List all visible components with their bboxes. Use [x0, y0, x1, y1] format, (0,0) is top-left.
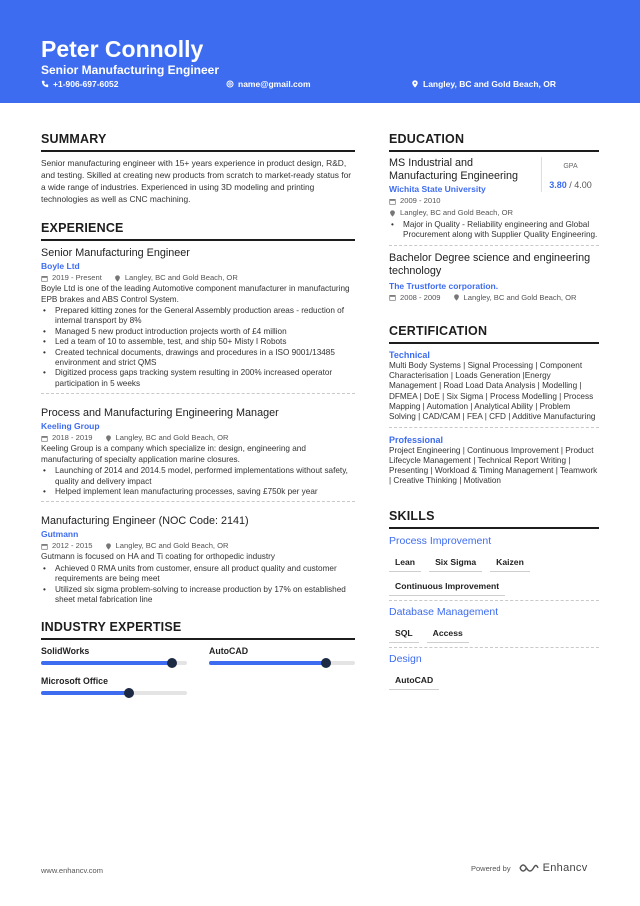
- brand-name: Enhancv: [542, 862, 588, 874]
- gpa-max: 4.00: [574, 180, 592, 190]
- calendar-icon: [41, 543, 48, 550]
- job-location: [114, 272, 238, 284]
- location-pin-icon: [411, 80, 419, 88]
- experience-list: [41, 246, 355, 612]
- education-meta: [389, 195, 599, 219]
- job-title: Senior Manufacturing Engineer: [41, 247, 190, 259]
- job-bullet: • Utilized six sigma problem-solving to increase production by 17% on established sheet metal fabrication line: [41, 585, 355, 606]
- expertise-level-fill: [209, 661, 326, 665]
- job-bullet: • Created technical documents, drawings and procedures in a ISO 9001/13485 environment and strict QMS: [41, 348, 355, 369]
- expertise-level-fill: [41, 691, 129, 695]
- education-school: Wichita State University: [389, 184, 486, 194]
- job-bullets: [41, 466, 355, 497]
- expertise-item: [41, 645, 187, 665]
- job-bullets: [41, 306, 355, 389]
- skill-tag: AutoCAD: [389, 672, 439, 690]
- job-meta: [41, 540, 355, 552]
- education-item: [389, 252, 599, 304]
- education-dates: [389, 195, 441, 207]
- job-description: Boyle Ltd is one of the leading Automotive component manufacturer in manufacturing EPB brakes and ABS Control System.: [41, 284, 350, 304]
- job-description: Gutmann is focused on HA and Ti coating for orthopedic industry: [41, 552, 275, 562]
- brand-logo: [519, 862, 588, 874]
- company-name: Gutmann: [41, 529, 79, 540]
- skill-tag: SQL: [389, 625, 419, 643]
- job-bullet: • Led a team of 10 to assemble, test, and ship 50+ Misty I Robots: [41, 337, 355, 347]
- skills-list: [389, 534, 599, 690]
- company-name: Boyle Ltd: [41, 261, 80, 271]
- certification-group-text: Multi Body Systems | Signal Processing | Component Characterisation | Loads Generation |Energy Management | Road Load Data Analysis | Modelling | DFMEA | DoE | Six Sigma | Process Modelling | Process Mapping | Automation | Analytical Ability | Problem Solving | CAD/CAM | FEA | CFD | Additive Manufacturing: [389, 360, 596, 422]
- job-dates-text: 2012 - 2015: [52, 541, 93, 551]
- expertise-name: Microsoft Office: [41, 675, 108, 686]
- expertise-level-bar: [209, 661, 355, 665]
- powered-by-text: Powered by: [471, 863, 511, 873]
- email-text: name@gmail.com: [238, 79, 311, 89]
- job-dates-text: 2018 - 2019: [52, 433, 93, 443]
- skill-tag: Access: [427, 625, 469, 643]
- industry-expertise-section: [41, 620, 355, 695]
- location-pin-icon: [105, 435, 112, 442]
- experience-item: [41, 406, 355, 514]
- calendar-icon: [389, 198, 396, 205]
- divider: [41, 393, 355, 394]
- skill-tag: Lean: [389, 554, 421, 572]
- contact-email[interactable]: [226, 78, 311, 90]
- footer-branding: [471, 862, 588, 874]
- job-meta: [41, 432, 355, 444]
- certification-group-text: Project Engineering | Continuous Improvement | Product Lifecycle Management | Technical Report Writing | Presenting | Workload & Timing Management | Teamwork | Creative Thinking | Motivation: [389, 445, 598, 486]
- skill-tags: [389, 554, 599, 596]
- education-location: [453, 292, 577, 304]
- skills-title: SKILLS: [389, 509, 599, 529]
- job-bullet: • Managed 5 new product introduction projects worth of £4 million: [41, 327, 355, 337]
- education-school: The Trustforte corporation.: [389, 280, 499, 291]
- certification-group-name: Technical: [389, 349, 430, 360]
- gpa-value: [542, 178, 599, 192]
- expertise-level-knob: [124, 688, 134, 698]
- education-dates: [389, 292, 441, 304]
- skills-section: [389, 509, 599, 690]
- right-column: [389, 132, 599, 694]
- skill-tag: Continuous Improvement: [389, 578, 505, 596]
- expertise-level-bar: [41, 691, 187, 695]
- expertise-grid: [41, 645, 355, 695]
- left-column: [41, 132, 355, 695]
- gpa-separator: /: [569, 180, 572, 190]
- contact-location: [411, 78, 556, 90]
- calendar-icon: [41, 435, 48, 442]
- education-bullet: • Major in Quality - Reliability engineering and Global Procurement along with Supplier Quality Engineering.: [389, 220, 599, 241]
- location-pin-icon: [105, 543, 112, 550]
- job-location-text: Langley, BC and Gold Beach, OR: [115, 433, 229, 443]
- skill-tag: Six Sigma: [429, 554, 482, 572]
- job-bullet: • Launching of 2014 and 2014.5 model, performed implementations without safety, quality and delivery impact: [41, 466, 355, 487]
- job-dates: [41, 432, 93, 444]
- job-location-text: Langley, BC and Gold Beach, OR: [124, 273, 238, 282]
- contact-phone[interactable]: [41, 78, 118, 90]
- job-dates: [41, 540, 93, 552]
- skill-group-name: Database Management: [389, 605, 499, 618]
- job-bullet: • Achieved 0 RMA units from customer, ensure all product quality and customer requirements are being meet: [41, 564, 355, 585]
- education-degree: Bachelor Degree science and engineering technology: [389, 251, 591, 277]
- certification-group-name: Professional: [389, 434, 444, 445]
- resume-header: [0, 0, 640, 103]
- summary-text: Senior manufacturing engineer with 15+ years experience in product design, R&D, and testing. Skilled at creating new products from scratch to market-ready status for a wide range of industries. Experienced in using 3D modeling and printing technologies as well as CNC machining.: [41, 158, 352, 204]
- gpa-box: [541, 157, 599, 192]
- experience-item: [41, 246, 355, 406]
- phone-text: +1-906-697-6052: [53, 79, 119, 89]
- expertise-name: SolidWorks: [41, 645, 90, 656]
- divider: [389, 427, 599, 428]
- expertise-item: [41, 675, 187, 695]
- divider: [389, 647, 599, 648]
- education-degree: MS Industrial and Manufacturing Engineering: [389, 157, 519, 182]
- skill-tag: Kaizen: [490, 554, 530, 572]
- job-bullet: • Prepared kitting zones for the General Assembly production areas - reduction of internal transport by 8%: [41, 306, 355, 327]
- education-item: [389, 157, 599, 195]
- summary-section: [41, 132, 355, 205]
- location-pin-icon: [114, 275, 121, 282]
- expertise-level-bar: [41, 661, 187, 665]
- expertise-name: AutoCAD: [209, 645, 249, 656]
- experience-title: EXPERIENCE: [41, 221, 355, 241]
- education-bullets: [389, 220, 599, 241]
- education-location-text: Langley, BC and Gold Beach, OR: [463, 292, 577, 302]
- location-text: Langley, BC and Gold Beach, OR: [423, 79, 557, 89]
- expertise-level-knob: [321, 658, 331, 668]
- expertise-level-knob: [167, 658, 177, 668]
- job-bullet: • Digitized process gaps tracking system resulting in 200% increased operator participation in 5 weeks: [41, 368, 355, 389]
- calendar-icon: [389, 294, 396, 301]
- expertise-item: [209, 645, 355, 665]
- at-icon: [226, 80, 234, 88]
- job-title: Process and Manufacturing Engineering Manager: [41, 407, 279, 420]
- job-location: [105, 540, 229, 552]
- footer-website[interactable]: www.enhancv.com: [41, 866, 103, 875]
- job-location: [105, 432, 229, 444]
- candidate-role: Senior Manufacturing Engineer: [41, 63, 220, 77]
- skill-group: [389, 652, 599, 690]
- certification-section: [389, 324, 599, 487]
- candidate-name: Peter Connolly: [41, 36, 204, 62]
- location-pin-icon: [389, 210, 396, 217]
- enhancv-logo-icon: [519, 862, 539, 874]
- divider: [389, 600, 599, 601]
- education-dates-text: 2008 - 2009: [400, 292, 441, 302]
- skill-tags: [389, 672, 599, 690]
- certification-title: CERTIFICATION: [389, 324, 599, 344]
- job-dates: [41, 272, 102, 284]
- job-title: Manufacturing Engineer (NOC Code: 2141): [41, 515, 249, 528]
- gpa-score: 3.80: [549, 180, 567, 190]
- calendar-icon: [41, 275, 48, 282]
- divider: [389, 245, 599, 246]
- education-title: EDUCATION: [389, 132, 599, 152]
- summary-title: SUMMARY: [41, 132, 355, 152]
- education-section: [389, 132, 599, 304]
- skill-group-name: Design: [389, 652, 422, 665]
- divider: [41, 501, 355, 502]
- job-meta: [41, 272, 355, 284]
- industry-expertise-title: INDUSTRY EXPERTISE: [41, 620, 355, 640]
- gpa-label: GPA: [563, 163, 578, 170]
- education-location: [389, 207, 513, 219]
- education-meta: [389, 292, 599, 304]
- experience-item: [41, 514, 355, 611]
- job-dates-text: 2019 - Present: [52, 273, 102, 282]
- skill-group: [389, 605, 599, 648]
- education-location-text: Langley, BC and Gold Beach, OR: [400, 208, 513, 217]
- experience-section: [41, 221, 355, 612]
- job-description: Keeling Group is a company which specialize in: design, engineering and manufacturing of specialty application marine closures.: [41, 444, 306, 464]
- company-name: Keeling Group: [41, 421, 100, 432]
- skill-group: [389, 534, 599, 601]
- phone-icon: [41, 80, 49, 88]
- job-bullet: • Helped implement lean manufacturing processes, saving £750k per year: [41, 487, 355, 497]
- skill-tags: [389, 625, 599, 643]
- skill-group-name: Process Improvement: [389, 534, 492, 547]
- expertise-level-fill: [41, 661, 172, 665]
- location-pin-icon: [453, 294, 460, 301]
- education-dates-text: 2009 - 2010: [400, 196, 441, 205]
- job-bullets: [41, 564, 355, 606]
- job-location-text: Langley, BC and Gold Beach, OR: [115, 541, 229, 551]
